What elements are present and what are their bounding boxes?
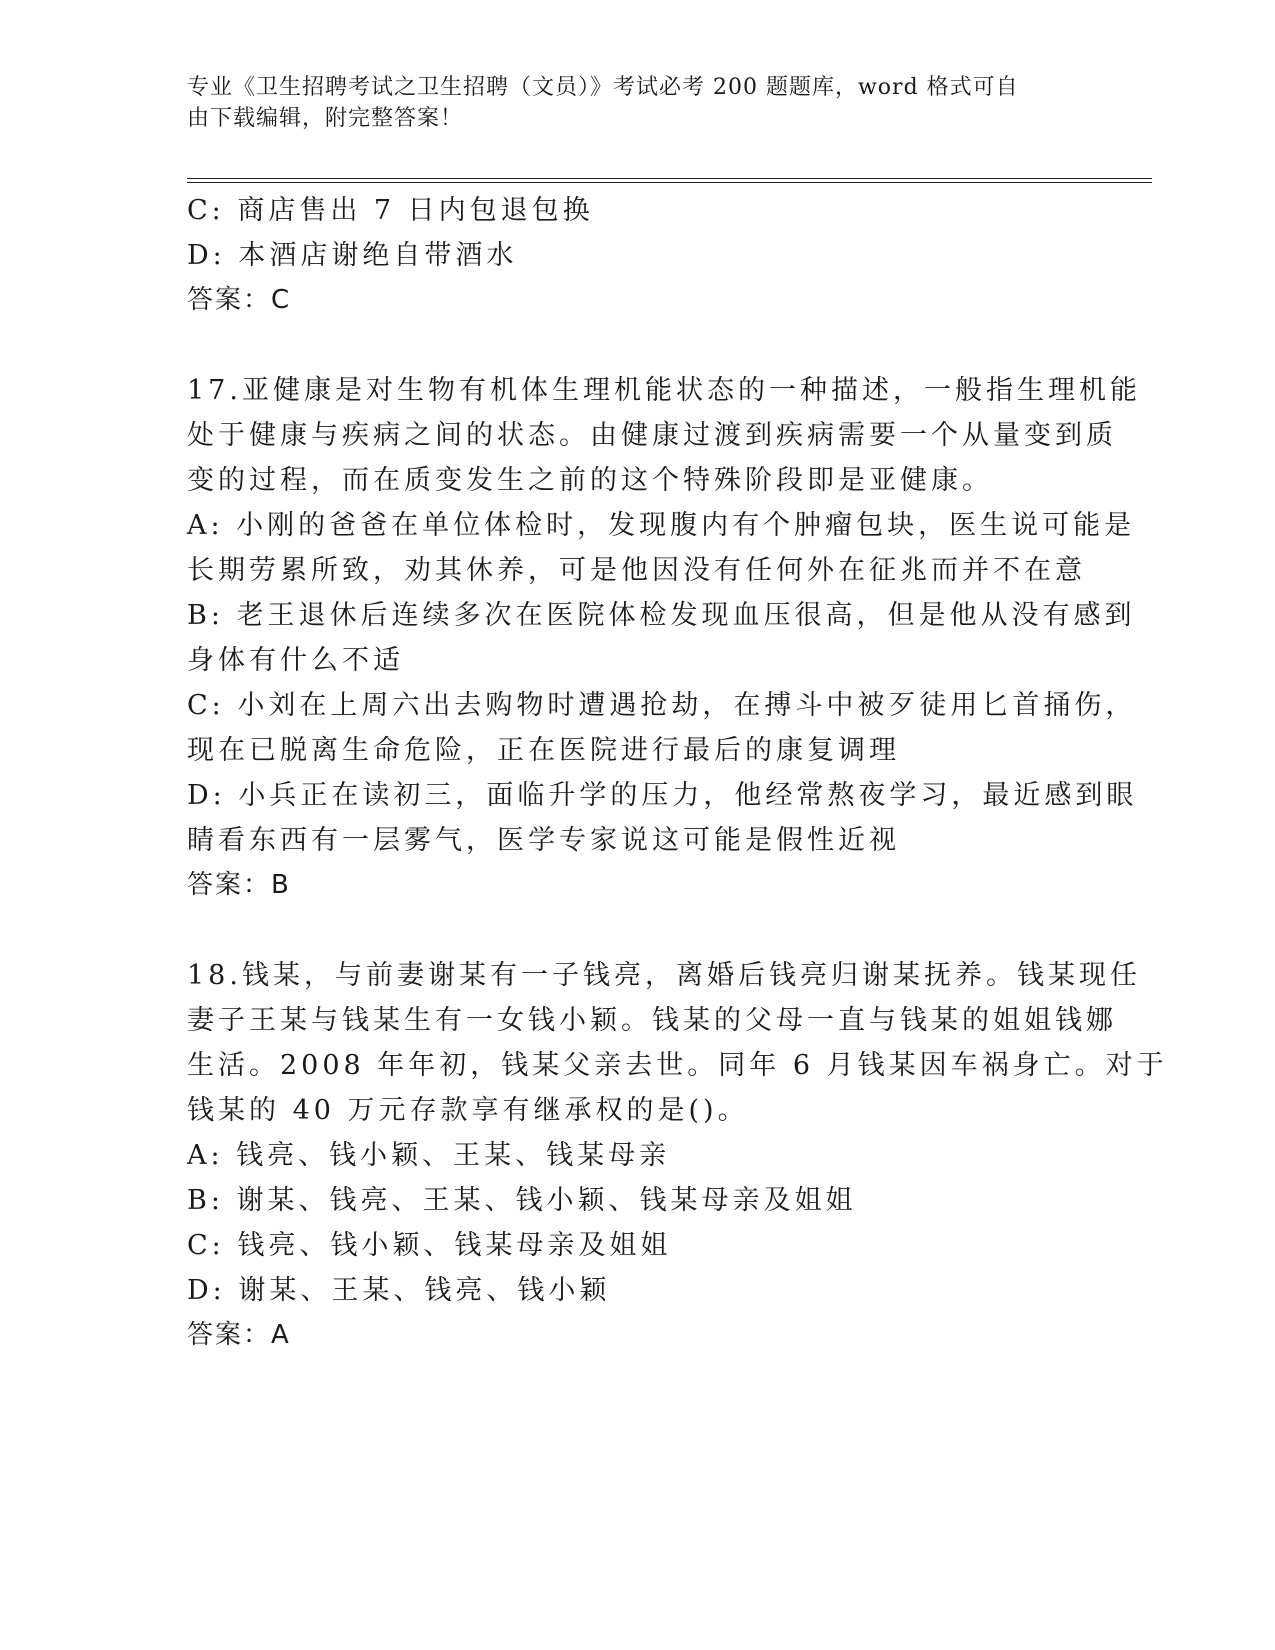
option-a: A: 小刚的爸爸在单位体检时，发现腹内有个肿瘤包块，医生说可能是 <box>187 510 1136 541</box>
prev-question <box>187 188 1087 323</box>
option-c: C: 钱亮、钱小颖、钱某母亲及姐姐 <box>187 1230 672 1261</box>
question-stem-line: 18.钱某，与前妻谢某有一子钱亮，离婚后钱亮归谢某抚养。钱某现任 <box>187 960 1141 991</box>
option-c: C: 小刘在上周六出去购物时遭遇抢劫，在搏斗中被歹徒用匕首捅伤， <box>187 690 1137 721</box>
option-c-continued: 现在已脱离生命危险，正在医院进行最后的康复调理 <box>187 735 900 766</box>
spacer <box>187 908 1087 953</box>
option-b: B: 老王退休后连续多次在医院体检发现血压很高，但是他从没有感到 <box>187 600 1136 631</box>
option-d-continued: 睛看东西有一层雾气，医学专家说这可能是假性近视 <box>187 825 900 856</box>
question-stem-line: 处于健康与疾病之间的状态。由健康过渡到疾病需要一个从量变到质 <box>187 420 1117 451</box>
question-18 <box>187 953 1168 1358</box>
answer-line: 答案：B <box>187 870 291 900</box>
option-d: D: 谢某、王某、钱亮、钱小颖 <box>187 1275 611 1306</box>
question-stem-line: 17.亚健康是对生物有机体生理机能状态的一种描述，一般指生理机能 <box>187 375 1141 406</box>
question-stem-line: 变的过程，而在质变发生之前的这个特殊阶段即是亚健康。 <box>187 465 993 496</box>
question-stem-line: 生活。2008 年年初，钱某父亲去世。同年 6 月钱某因车祸身亡。对于 <box>187 1050 1168 1081</box>
document-body <box>187 188 1168 1358</box>
spacer <box>187 323 1087 368</box>
option-b: B: 谢某、钱亮、王某、钱小颖、钱某母亲及姐姐 <box>187 1185 857 1216</box>
answer-line: 答案：C <box>187 285 292 315</box>
header-divider-top <box>187 178 1152 179</box>
option-c: C: 商店售出 7 日内包退包换 <box>187 195 594 226</box>
option-d: D: 小兵正在读初三，面临升学的压力，他经常熬夜学习，最近感到眼 <box>187 780 1138 811</box>
question-stem-line: 妻子王某与钱某生有一女钱小颖。钱某的父母一直与钱某的姐姐钱娜 <box>187 1005 1117 1036</box>
answer-line: 答案：A <box>187 1320 291 1350</box>
option-a-continued: 长期劳累所致，劝其休养，可是他因没有任何外在征兆而并不在意 <box>187 555 1086 586</box>
option-b-continued: 身体有什么不适 <box>187 645 404 676</box>
header-divider-bottom <box>187 182 1152 183</box>
question-stem-line: 钱某的 40 万元存款享有继承权的是()。 <box>187 1095 749 1126</box>
header-line-1: 专业《卫生招聘考试之卫生招聘（文员）》考试必考 200 题题库，word 格式可自 <box>187 75 1019 100</box>
option-a: A: 钱亮、钱小颖、王某、钱某母亲 <box>187 1140 671 1171</box>
page-header <box>187 72 1077 134</box>
header-line-2: 由下载编辑，附完整答案！ <box>187 106 464 131</box>
question-17 <box>187 368 1141 908</box>
option-d: D: 本酒店谢绝自带酒水 <box>187 240 518 271</box>
